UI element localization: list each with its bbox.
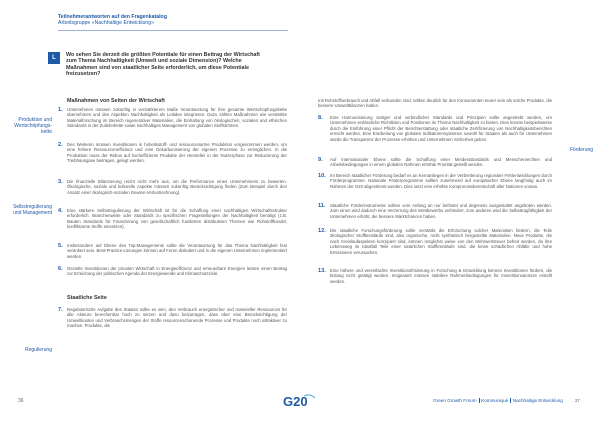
item-text: Eine Harmonisierung stetiger und verbindlicher Standards und Prinzipien sollte angestrebt werden, um Unternehmen verlässliche Richtlinien und Positionen im Thema Nachhaltigkeit zu bieten. Dies könnte beispielsweise durch die Einführung einer Pflicht der Berichterstattung oder staatliche Zertifizierung von Nachhaltigkeitsberichten erreicht werden. Eine Erarbeitung von globalen Indikatorensystemen sowohl für Staaten als auch für Unternehmen würde die Transparenz der Prozesse erhöhen und Unternehmen Sicherheit geben.: [330, 115, 552, 142]
footer-separator: [510, 398, 511, 403]
section-title-business: Maßnahmen von Seiten der Wirtschaft: [67, 98, 165, 104]
item-text: Gezielte Investitionen der privaten Wirtschaft in Energieeffizienz und erneuerbare Energien leisten einen Beitrag zur Erreichung der politischen Agenda der Energiewende und Klimaschutzziele.: [67, 266, 287, 277]
item-text: Des Weiteren müssen Investitionen in hoheitsstoff- und ressourcenarme Produktion vorgenommen werden, um eine höhere Ressourceneffizienz und eine Dekarbonisierung der eigenen Prozesse zu ermöglichen. In die Produktion muss der Rebus auf hocheffiziente Produkte der Hersteller in der Nutzerphase zur Reduzierung der Treibhausgase beitragen, gelegt werden.: [67, 142, 287, 164]
section-title-state: Staatliche Seite: [67, 295, 107, 301]
g20-logo-text: G20: [283, 394, 308, 409]
item-text: Die staatliche Forschungsförderung sollte verstärkt die Erforschung solcher Materialien fördern, die Teile ökologischer Stoffkreisläufe sind, also organische, nicht synthetisch hergestellte Materialien. Neue Produkte, die nach Kreislaufaspekten konzipiert sind, können möglichst weise von den Mehrwertsteuer befreit werden, da ihre Lebensweg im Idealfall Teile einer natürlichen Stoffkreisläufe sind, die keine schädlichen Abfälle und hohe Emissionen verursachen.: [330, 228, 552, 255]
page-footer-right: [433, 398, 580, 403]
side-label-selfregulation: Selbstregulierung und Management: [13, 204, 52, 217]
item-text: Auf internationaler Ebene sollte die Schaffung einer Mindeststandards und Menschenrechten und Arbeitsbedingungen in einem globalen Rahmen erhöhte Priorität gestellt werden.: [330, 157, 552, 168]
item-number: 5.: [58, 243, 63, 249]
header-title: Teilnehmerantworten auf den Fragenkatalog: [58, 14, 167, 20]
item-number: 6.: [58, 266, 63, 272]
item-number: 3.: [58, 179, 63, 185]
side-label-regulation: Regulierung: [25, 347, 52, 353]
footer-communique: Kommuniqué: [481, 398, 509, 403]
question-badge: L: [48, 52, 60, 64]
item-number: 2.: [58, 142, 63, 148]
item-number: 8.: [318, 115, 323, 121]
page-number-right: 37: [574, 398, 580, 403]
item-text: Unternehmen müssen zukünftig in verstärkterem Maße Verantwortung für ihre gesamte Wertschöpfungskette übernehmen und den Aspekten Nachhaltigkeit als Leitidee integrieren. Dazu zählen Maßnahmen wie verstärkte Materialforschung im Bereich regenerativer Materialien, die Einhaltung von ökologischen, sozialen und ethischen Standards in der Zulieferkette sowie nachhaltiges Management von globalen Stoffströmen.: [67, 107, 287, 129]
item-number: 7.: [58, 307, 63, 313]
item-text: Eine stärkere Selbstregulierung der Wirtschaft ist für die Schaffung einer nachhaltigen Wirtschaftsstruktur erforderlich. Branchenweite oder Standards zu spezifischen Fragestellungen der Nachhaltigkeit benötigt (z.B. Bauten Standards für Finanzierung von gesellschaftlich fundierten distributiven Themen wie Rohstoffhandel, konfliktarme Stoffe einsetzen).: [67, 208, 287, 230]
page-number-left: 36: [18, 398, 24, 404]
side-label-funding: Förderung: [570, 147, 594, 153]
continued-text: mit Rohstoffverbrauch und Abfall verbunden sind, sollten deutlich für den Konsumenten teurer sein als solche Produkte, die bessere Umweltbilanzen haben.: [318, 98, 553, 109]
question-text: Wo sehen Sie derzeit die größten Potentiale für einen Beitrag der Wirtschaft zum Thema Nachhaltigkeit (Umwelt und soziale Dimension)? Welche Maßnahmen sind von staatlicher Seite erforderlich, um diese Potentiale freizusetzen?: [66, 52, 260, 78]
header-divider: [58, 30, 288, 31]
footer-separator: [479, 398, 480, 403]
item-text: Regulatorische Aufgabe des Staates sollte es sein, den Verbrauch energetischer und materieller Ressourcen für alle Akteure berechenbar hoch zu setzen und dazu beizutragen, dass über eine Berücksichtigung der Umweltkosten und Verbrauchsmengen der Stoffe resourcenschonende Prozesse und Produkte noch attraktiver zu machen. Produkte, die: [67, 307, 287, 329]
item-text: Die finanzielle Bilanzierung reicht nicht mehr aus, um die Performance eines Unternehmens zu bewerten. Ökologische, soziale und kulturelle Aspekte müssen zukünftig Berücksichtigung finden (Zum Beispiel durch den Ansatz einer ökologisch-sozialen Gewinn-Verlustrechnung).: [67, 179, 287, 195]
page-header: [58, 14, 288, 27]
item-number: 11.: [318, 203, 326, 209]
header-subtitle: Arbeitsgruppe «Nachhaltige Entwicklung»: [58, 20, 155, 27]
item-number: 9.: [318, 157, 323, 163]
item-text: Insbesondere auf Ebene des Top-Managements sollte die Verantwortung für das Thema Nachhaltigkeit fest verankert sein. Best-Practice-Lösungen können auf Foren diskutiert und in die eigenen Unternehmen implementiert werden.: [67, 243, 287, 259]
item-number: 10.: [318, 173, 326, 179]
footer-topic: Nachhaltige Entwicklung: [512, 398, 563, 403]
item-number: 13.: [318, 268, 326, 274]
item-number: 12.: [318, 228, 326, 234]
item-text: Im Bereich staatlicher Förderung bedarf es an Kernanliegen in der Verbreiterung regionaler Fehlentwicklungen durch Förderprogramme. Nationale Förderprogramme sollten zunehmend auf europäischer Ebene langfristig auch im Rahmen der G20 abgestimmt werden. Dies setzt eine erhöhte Kompromissbereitschaft aller Nationen voraus.: [330, 173, 552, 189]
item-number: 4.: [58, 208, 63, 214]
item-text: Eine höhere und vereinfachte Investitionsförderung in Forschung & Entwicklung können Investitionen fördern, die bislang nicht getätigt werden. Insgesamt müssen stabilere Rahmenbedingungen für Investitionsanreize erstellt werden.: [330, 268, 552, 284]
item-number: 1.: [58, 107, 63, 113]
footer-forum: Green Growth Forum: [433, 398, 477, 403]
side-label-production: Produktion und Wertschöpfungskette: [14, 117, 52, 136]
item-text: Staatliche Förderinstrumente sollten vom Anfang an nur befristet und degressiv ausgestaltet angeboten werden. Zum einen wird dadurch eine Verzerrung des Wettbewerbs verhindert, zum anderen wird die Selbsttragfähigkeit der Unternehmen erhöht, die bessere Marktchancen haben.: [330, 203, 552, 219]
right-page: [300, 0, 600, 424]
